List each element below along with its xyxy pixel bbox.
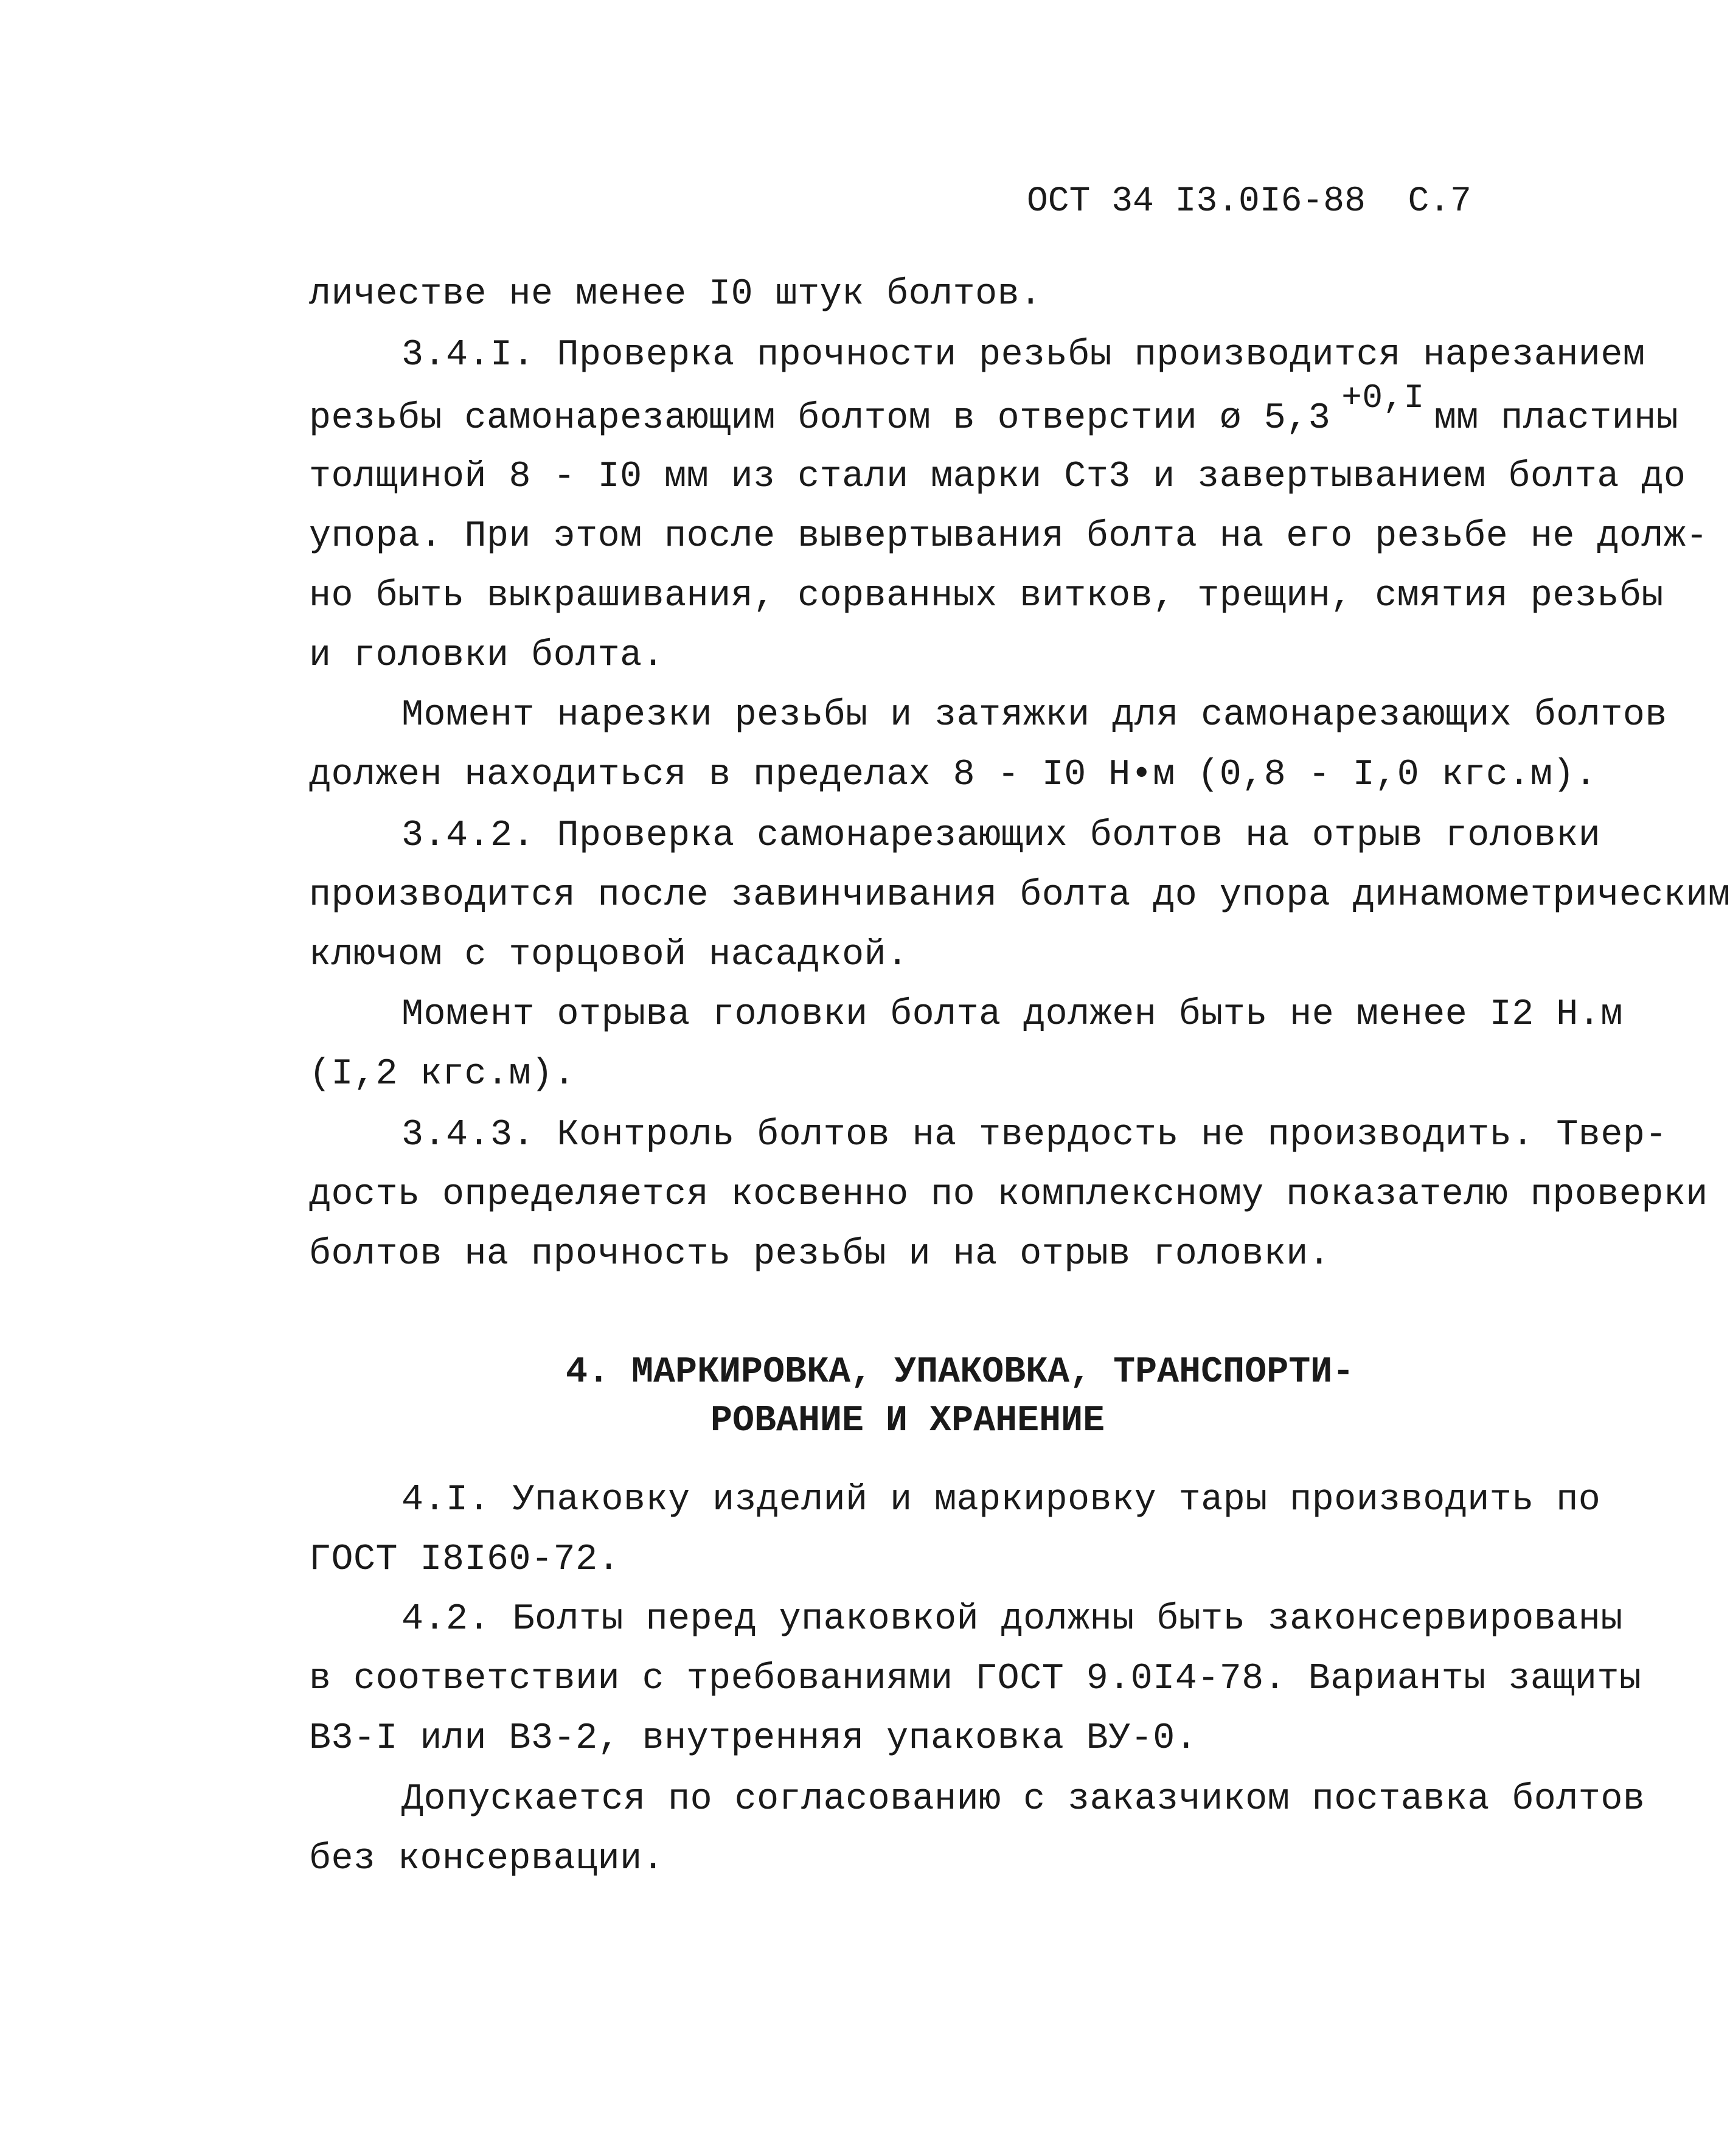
- text-line: Допускается по согласованию с заказчиком поставка болтов: [401, 1779, 1645, 1820]
- text-line: упора. При этом после вывертывания болта на его резьбе не долж-: [309, 516, 1708, 557]
- text-fragment: резьбы самонарезающим болтом в отверстии ø 5,3: [309, 398, 1331, 439]
- section-4-title-line-2: РОВАНИЕ И ХРАНЕНИЕ: [710, 1400, 1105, 1442]
- text-line: производится после завинчивания болта до упора динамометрическим: [309, 875, 1730, 916]
- text-line: в соответствии с требованиями ГОСТ 9.0I4-78. Варианты защиты: [309, 1658, 1642, 1700]
- clause-4-1-line: 4.I. Упаковку изделий и маркировку тары производить по: [401, 1480, 1601, 1521]
- text-line-with-tolerance: [309, 378, 1679, 440]
- clause-3-4-2-line: 3.4.2. Проверка самонарезающих болтов на отрыв головки: [401, 815, 1601, 857]
- clause-3-4-1-line: 3.4.I. Проверка прочности резьбы производится нарезанием: [401, 335, 1645, 376]
- text-line: (I,2 кгс.м).: [309, 1054, 576, 1095]
- text-line: ГОСТ I8I60-72.: [309, 1539, 620, 1580]
- text-line: дость определяется косвенно по комплексному показателю проверки: [309, 1174, 1708, 1215]
- text-line: Момент отрыва головки болта должен быть не менее I2 Н.м: [401, 994, 1623, 1035]
- document-reference: ОСТ 34 I3.0I6-88 С.7: [1027, 182, 1471, 221]
- text-line: Момент нарезки резьбы и затяжки для самонарезающих болтов: [401, 695, 1667, 736]
- text-line: без консервации.: [309, 1838, 665, 1880]
- text-line: личестве не менее I0 штук болтов.: [309, 274, 1042, 315]
- text-line: и головки болта.: [309, 635, 665, 676]
- tolerance-superscript: +0,I: [1341, 378, 1425, 417]
- text-line: болтов на прочность резьбы и на отрыв головки.: [309, 1234, 1331, 1275]
- clause-4-2-line: 4.2. Болты перед упаковкой должны быть законсервированы: [401, 1599, 1623, 1640]
- text-fragment: мм пластины: [1434, 398, 1679, 439]
- text-line: должен находиться в пределах 8 - I0 Н•м (0,8 - I,0 кгс.м).: [309, 754, 1597, 796]
- text-line: ключом с торцовой насадкой.: [309, 934, 909, 976]
- text-line: толщиной 8 - I0 мм из стали марки Ст3 и завертыванием болта до: [309, 456, 1686, 498]
- clause-3-4-3-line: 3.4.3. Контроль болтов на твердость не производить. Твер-: [401, 1115, 1667, 1156]
- section-4-title-line-1: 4. МАРКИРОВКА, УПАКОВКА, ТРАНСПОРТИ-: [566, 1352, 1355, 1393]
- text-line: В3-I или В3-2, внутренняя упаковка ВУ-0.: [309, 1718, 1198, 1759]
- text-line: но быть выкрашивания, сорванных витков, трещин, смятия резьбы: [309, 576, 1664, 617]
